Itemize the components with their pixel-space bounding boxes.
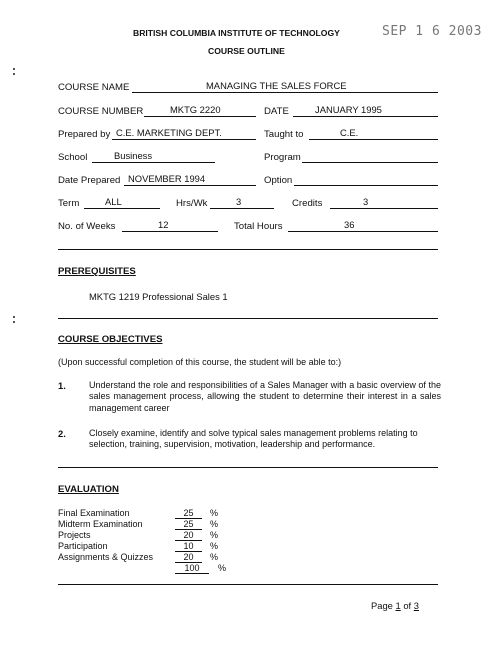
- weeks-value: 12: [158, 219, 169, 230]
- margin-mark: [13, 68, 15, 70]
- date-prepared-field: [124, 174, 256, 186]
- prepared-by-label: Prepared by: [58, 129, 111, 140]
- page-label: Page: [371, 600, 393, 611]
- evaluation-unit: %: [210, 508, 219, 518]
- course-number-label: COURSE NUMBER: [58, 106, 144, 117]
- of-label: of: [403, 600, 412, 611]
- program-field: [302, 151, 438, 163]
- page-total: 3: [413, 600, 419, 611]
- taught-to-field: [309, 128, 438, 140]
- prepared-by-value: C.E. MARKETING DEPT.: [116, 127, 222, 138]
- option-label: Option: [264, 175, 293, 186]
- term-label: Term: [58, 198, 80, 209]
- evaluation-value: 25: [175, 508, 202, 519]
- prepared-by-field: [112, 128, 256, 140]
- margin-mark: [13, 73, 15, 75]
- taught-to-label: Taught to: [264, 129, 304, 140]
- prerequisites-heading: PREREQUISITES: [58, 266, 136, 277]
- course-name-field: [132, 81, 438, 93]
- evaluation-unit: %: [210, 541, 219, 551]
- term-value: ALL: [105, 196, 122, 207]
- section-divider: [58, 249, 438, 250]
- margin-mark: [13, 321, 15, 323]
- page-number: 1: [395, 600, 401, 611]
- weeks-field: [122, 220, 218, 232]
- received-date-stamp: SEP 1 6 2003: [382, 24, 482, 39]
- evaluation-value: 25: [175, 519, 202, 530]
- course-name-label: COURSE NAME: [58, 82, 130, 93]
- taught-to-value: C.E.: [340, 127, 359, 138]
- date-prepared-value: NOVEMBER 1994: [128, 173, 206, 184]
- evaluation-row: [58, 552, 288, 563]
- weeks-label: No. of Weeks: [58, 221, 116, 232]
- evaluation-value: 10: [175, 541, 202, 552]
- credits-label: Credits: [292, 198, 323, 209]
- evaluation-total-row: [58, 563, 288, 574]
- course-name-value: MANAGING THE SALES FORCE: [206, 80, 347, 91]
- date-label: DATE: [264, 106, 289, 117]
- evaluation-label: Participation: [58, 541, 108, 551]
- page-indicator: [371, 600, 419, 611]
- total-hours-label: Total Hours: [234, 221, 283, 232]
- hrs-wk-value: 3: [236, 196, 242, 207]
- objectives-heading: COURSE OBJECTIVES: [58, 334, 163, 345]
- school-label: School: [58, 152, 88, 163]
- objective-text: Understand the role and responsibilities of a Sales Manager with a basic overview of the sales management process, allowing the student to determine their interest in a sales management career: [89, 380, 441, 413]
- objective-number: 2.: [58, 428, 66, 439]
- date-field: [293, 105, 438, 117]
- evaluation-total-value: 100: [175, 563, 209, 574]
- evaluation-unit: %: [210, 519, 219, 529]
- term-field: [84, 197, 160, 209]
- evaluation-row: [58, 541, 288, 552]
- evaluation-label: Assignments & Quizzes: [58, 552, 154, 562]
- institution-name: BRITISH COLUMBIA INSTITUTE OF TECHNOLOGY: [133, 28, 340, 38]
- section-divider: [58, 584, 438, 585]
- evaluation-label: Projects: [58, 530, 91, 540]
- total-hours-field: [288, 220, 438, 232]
- evaluation-row: [58, 530, 288, 541]
- objective-text: Closely examine, identify and solve typical sales management problems relating to selection, training, supervision, motivation, leadership and performance.: [89, 428, 418, 450]
- date-value: JANUARY 1995: [315, 104, 382, 115]
- credits-field: [330, 197, 438, 209]
- objectives-intro: (Upon successful completion of this course, the student will be able to:): [58, 357, 342, 367]
- school-field: [92, 151, 215, 163]
- evaluation-label: Final Examination: [58, 508, 130, 518]
- course-number-value: MKTG 2220: [170, 104, 221, 115]
- hrs-wk-label: Hrs/Wk: [176, 198, 208, 209]
- evaluation-unit: %: [210, 552, 219, 562]
- hrs-wk-field: [210, 197, 274, 209]
- prerequisites-text: MKTG 1219 Professional Sales 1: [89, 291, 228, 302]
- section-divider: [58, 467, 438, 468]
- margin-mark: [13, 316, 15, 318]
- credits-value: 3: [363, 196, 369, 207]
- evaluation-value: 20: [175, 552, 202, 563]
- evaluation-total-unit: %: [218, 563, 227, 573]
- total-hours-value: 36: [344, 219, 355, 230]
- evaluation-value: 20: [175, 530, 202, 541]
- date-prepared-label: Date Prepared: [58, 175, 121, 186]
- evaluation-heading: EVALUATION: [58, 484, 119, 495]
- evaluation-row: [58, 508, 288, 519]
- evaluation-unit: %: [210, 530, 219, 540]
- course-number-field: [144, 105, 256, 117]
- evaluation-row: [58, 519, 288, 530]
- program-label: Program: [264, 152, 301, 163]
- option-field: [294, 174, 438, 186]
- evaluation-label: Midterm Examination: [58, 519, 143, 529]
- document-title: COURSE OUTLINE: [208, 46, 285, 56]
- section-divider: [58, 318, 438, 319]
- school-value: Business: [114, 150, 153, 161]
- objective-number: 1.: [58, 380, 66, 391]
